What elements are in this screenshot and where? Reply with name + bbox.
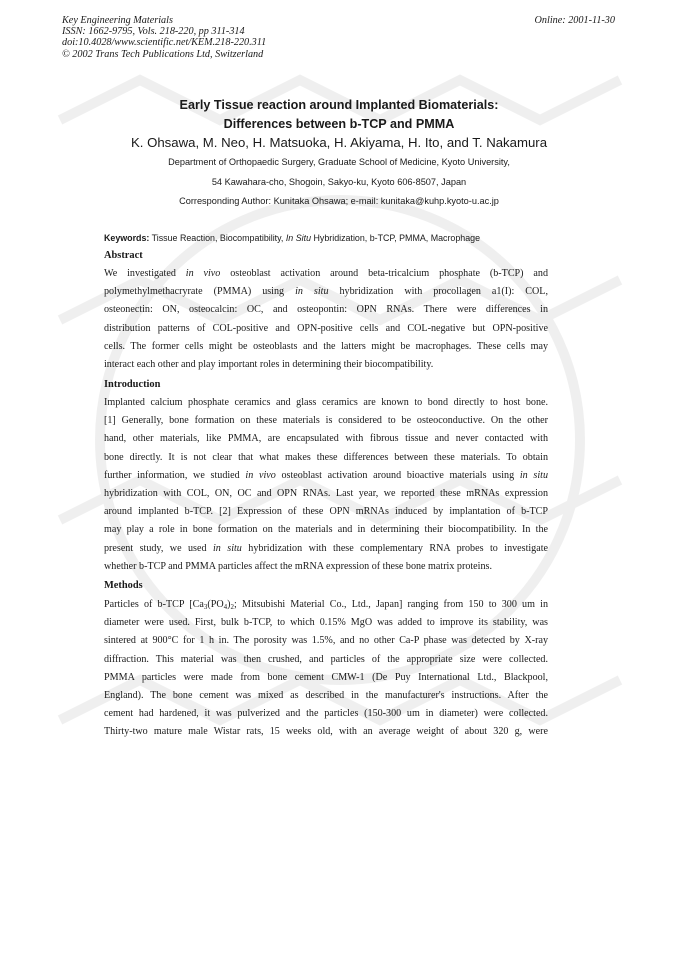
text-line (104, 449, 548, 467)
italic-term: in situ (519, 469, 548, 481)
text-segment: present study, we used (104, 542, 213, 554)
text-line (104, 503, 548, 521)
text-segment: hand, other materials, like PMMA, are encapsulated with fibrous tissue and never contacted with (104, 433, 548, 445)
italic-term: in situ (212, 542, 242, 554)
italic-term: in situ (295, 286, 329, 298)
paper-title-line-2: Differences between b-TCP and PMMA (223, 117, 455, 131)
italic-term: in vivo (185, 268, 221, 279)
text-segment: osteoblast activation around bioactive materials using (275, 469, 520, 481)
introduction-body (104, 394, 548, 576)
introduction-heading: Introduction (104, 379, 161, 390)
text-segment: may play a role in bone formation on the materials and in determining their biocompatibility. In the (104, 524, 548, 536)
text-line (104, 301, 548, 319)
methods-line (104, 596, 548, 614)
text-segment: hybridization with procollagen a1(I): COL, (328, 286, 548, 298)
subscript: 4 (223, 603, 228, 611)
methods-line: cement had hardened, it was pulverized and the particles (150-300 um in diameter) were collected. (104, 708, 548, 720)
keywords-text-b: Hybridization, b-TCP, PMMA, Macrophage (311, 233, 481, 243)
methods-line: diffraction. This material was then crushed, and particles of the appropriate size were collected. (104, 653, 548, 665)
text-segment: interact each other and play important roles in determining their biocompatibility. (104, 358, 434, 370)
text-segment: cells. The former cells might be osteoblasts and the latters might be macrophages. These cells may (104, 340, 548, 352)
abstract-body (104, 265, 548, 374)
copyright-line: © 2002 Trans Tech Publications Ltd, Switzerland (62, 48, 264, 60)
text-line (104, 521, 548, 539)
methods-body (104, 596, 548, 742)
abstract-heading: Abstract (104, 250, 143, 261)
text-line (104, 467, 548, 485)
keywords-label: Keywords: (104, 233, 150, 243)
text-segment: Implanted calcium phosphate ceramics and glass ceramics are known to bond directly to host bone. (104, 397, 548, 408)
text-line (104, 320, 548, 338)
methods-line: diameter were used. First, bulk b-TCP, to which 0.15% MgO was added to improve its stability, was (104, 617, 548, 629)
text-segment: whether b-TCP and PMMA particles affect the mRNA expression of these bone matrix proteins. (104, 560, 492, 572)
affiliation-line-1: Department of Orthopaedic Surgery, Graduate School of Medicine, Kyoto University, (168, 157, 510, 167)
methods-line: England). The bone cement was mixed as described in the manufacturer's instructions. After the (104, 689, 548, 701)
keywords-text-a: Tissue Reaction, Biocompatibility, (149, 233, 286, 243)
text-segment: polymethylmethacryrate (PMMA) using (104, 286, 296, 298)
text-segment: osteoblast activation around beta-tricalcium phosphate (b-TCP) and (220, 268, 548, 279)
keywords-line (104, 233, 480, 243)
keywords-text-italic: In Situ (285, 233, 312, 243)
text-segment: [1] Generally, bone formation on these materials is considered to be osteoconductive. On the other (104, 415, 548, 427)
text-line (104, 485, 548, 503)
text-segment: further information, we studied (104, 469, 246, 481)
doi-line: doi:10.4028/www.scientific.net/KEM.218-220.311 (62, 37, 267, 49)
journal-name: Key Engineering Materials (62, 15, 173, 26)
text-line (104, 283, 548, 301)
methods-text: Particles of b-TCP [Ca (104, 599, 204, 610)
text-line (104, 394, 548, 412)
text-line (104, 430, 548, 448)
methods-line: sintered at 900°C for 1 h in. The porosity was 1.5%, and no other Ca-P phase was detected by X-ray (104, 635, 548, 647)
text-segment: hybridization with COL, ON, OC and OPN RNAs. Last year, we reported these mRNAs expression (104, 487, 548, 499)
methods-text: ) (227, 599, 231, 610)
author-list: K. Ohsawa, M. Neo, H. Matsuoka, H. Akiyama, H. Ito, and T. Nakamura (130, 135, 548, 150)
methods-heading: Methods (104, 580, 143, 591)
affiliation-line-2: 54 Kawahara-cho, Shogoin, Sakyo-ku, Kyoto 606-8507, Japan (211, 177, 467, 187)
text-segment: distribution patterns of COL-positive and OPN-positive cells and COL-negative but OPN-positive (104, 322, 548, 334)
subscript: 3 (203, 603, 208, 611)
journal-header (62, 15, 266, 60)
corresponding-author: Corresponding Author: Kunitaka Ohsawa; e-mail: kunitaka@kuhp.kyoto-u.ac.jp (179, 196, 499, 206)
text-segment: We investigated (104, 268, 186, 279)
text-segment: osteonectin: ON, osteocalcin: OC, and osteopontin: OPN RNAs. There were differences in (104, 304, 548, 316)
text-line (104, 540, 548, 558)
text-segment: bone directly. It is not clear that what makes these differences between these materials. To obtain (104, 451, 548, 463)
text-segment: around implanted b-TCP. [2] Expression of these OPN mRNAs induced by implantation of b-TCP (104, 506, 548, 518)
methods-text: (PO (207, 599, 224, 610)
methods-text: ; Mitsubishi Material Co., Ltd., Japan] ranging from 150 to 300 um in (234, 599, 548, 610)
online-date: Online: 2001-11-30 (534, 15, 615, 26)
paper-title-line-1: Early Tissue reaction around Implanted Biomaterials: (179, 98, 499, 112)
issn-line: ISSN: 1662-9795, Vols. 218-220, pp 311-314 (62, 26, 245, 38)
text-segment: hybridization with these complementary RNA probes to investigate (241, 542, 548, 554)
text-line (104, 558, 548, 576)
methods-line: Thirty-two mature male Wistar rats, 15 weeks old, with an average weight of about 320 g, were (104, 726, 548, 738)
subscript: 2 (230, 603, 234, 611)
text-line (104, 356, 548, 374)
methods-line: PMMA particles were made from bone cement CMW-1 (De Puy International Ltd., Blackpool, (104, 671, 548, 683)
italic-term: in vivo (245, 469, 276, 481)
text-line (104, 338, 548, 356)
text-line (104, 412, 548, 430)
text-line (104, 265, 548, 283)
